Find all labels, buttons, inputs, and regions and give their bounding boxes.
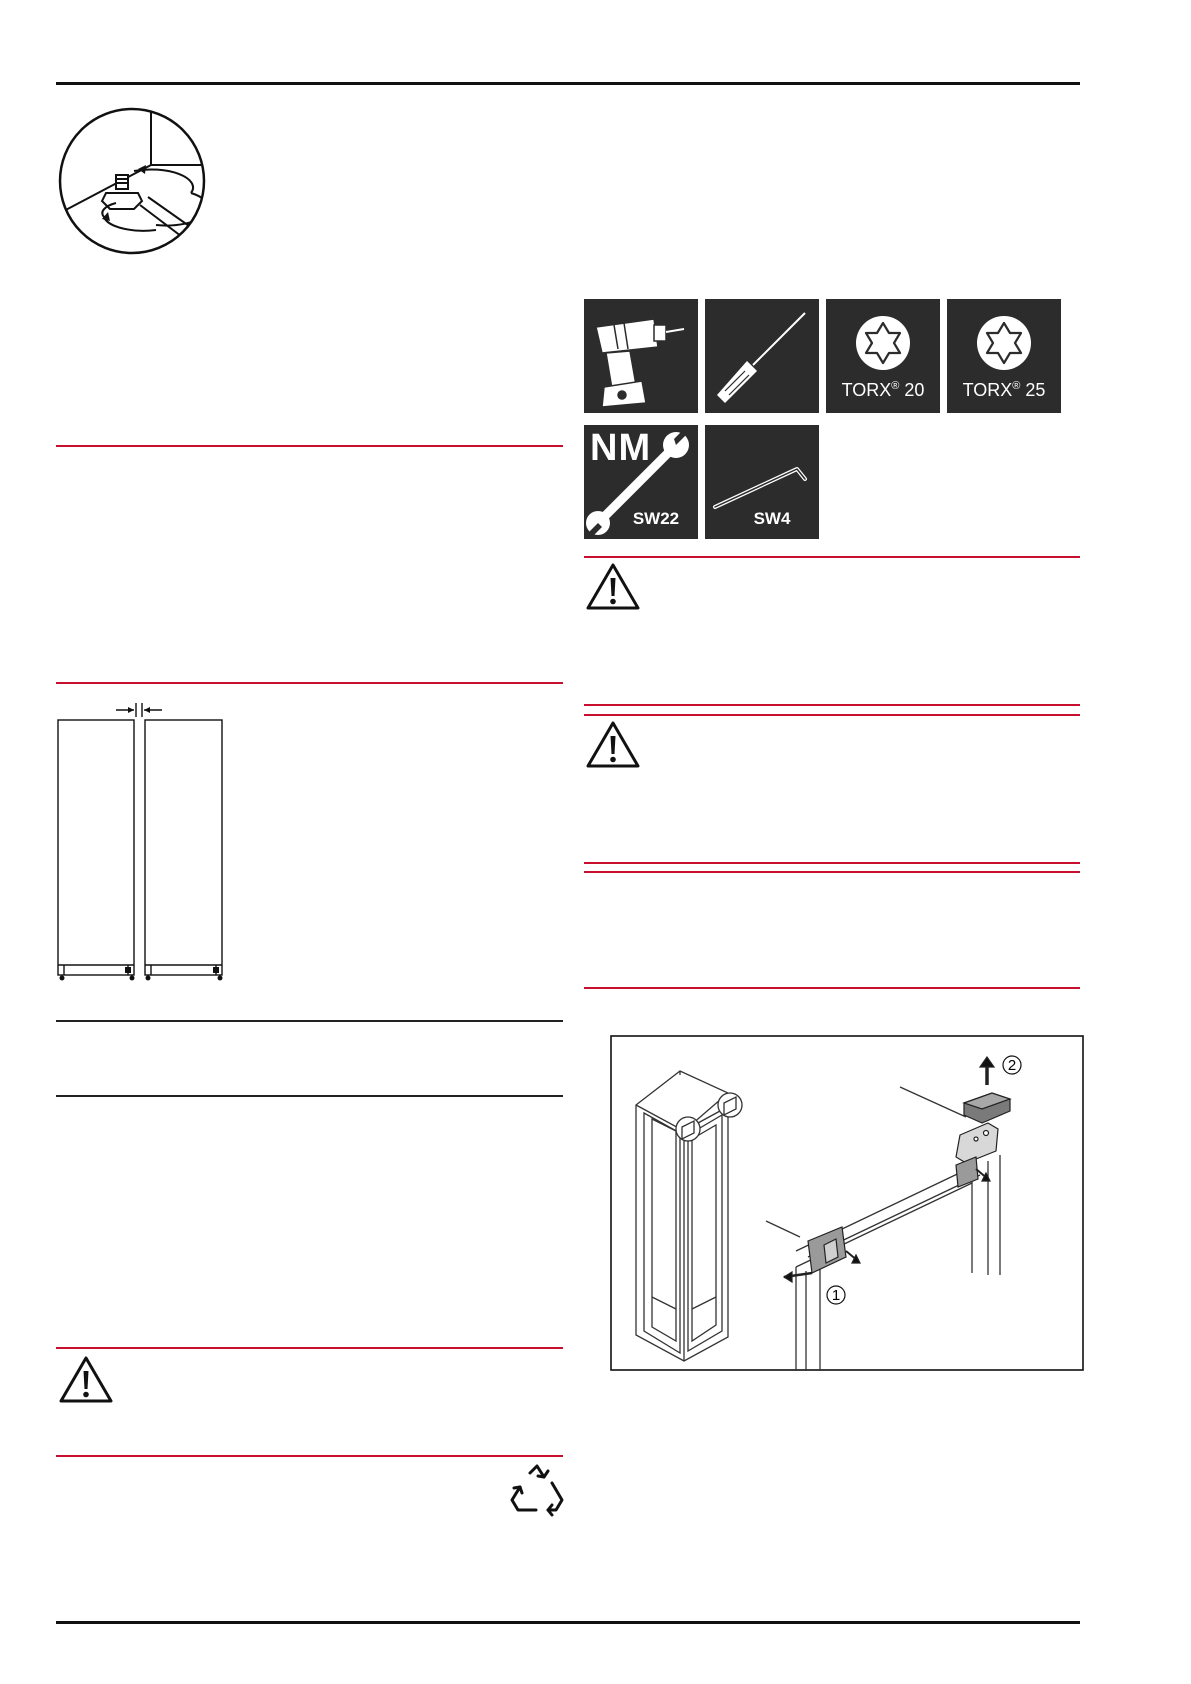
tool-screwdriver-tile <box>705 299 819 413</box>
section-rule-4 <box>56 1095 563 1097</box>
recycle-icon <box>508 1463 566 1521</box>
tool-torx20-tile <box>826 299 940 413</box>
tool-wrench-tile <box>584 425 698 539</box>
wrench-size-label: SW22 <box>632 509 680 528</box>
cordless-drill-icon <box>584 299 698 413</box>
warning-triangle-icon <box>585 720 641 770</box>
door-mounting-figure <box>610 1035 1084 1371</box>
allen-key-size-label: SW4 <box>753 509 791 528</box>
warning-rule-left <box>56 1347 563 1349</box>
side-by-side-gap-figure <box>56 695 236 985</box>
section-rule-5 <box>56 1455 563 1457</box>
tool-torx25-tile <box>947 299 1061 413</box>
tool-drill-tile <box>584 299 698 413</box>
leveling-foot-wrench-icon <box>56 105 208 257</box>
section-rule-1 <box>56 445 563 447</box>
section-rule-2 <box>56 682 563 684</box>
warning-rule-right-2a <box>584 704 1080 706</box>
tool-allen-key-tile <box>705 425 819 539</box>
footer-rule <box>56 1621 1080 1624</box>
warning-rule-right-1 <box>584 556 1080 558</box>
torx20-label: TORX® 20 <box>841 380 925 400</box>
callout-1: 1 <box>831 1287 841 1304</box>
torx25-label: TORX® 25 <box>962 380 1046 400</box>
warning-rule-right-3a <box>584 862 1080 864</box>
callout-2: 2 <box>1007 1057 1017 1074</box>
section-rule-3 <box>56 1020 563 1022</box>
screwdriver-icon <box>705 299 819 413</box>
warning-triangle-icon <box>585 562 641 612</box>
section-rule-right-4 <box>584 987 1080 989</box>
warning-rule-right-3b <box>584 871 1080 873</box>
header-rule <box>56 82 1080 85</box>
wrench-unit-label: NM <box>590 427 652 469</box>
warning-rule-right-2b <box>584 714 1080 716</box>
warning-triangle-icon <box>58 1355 114 1405</box>
